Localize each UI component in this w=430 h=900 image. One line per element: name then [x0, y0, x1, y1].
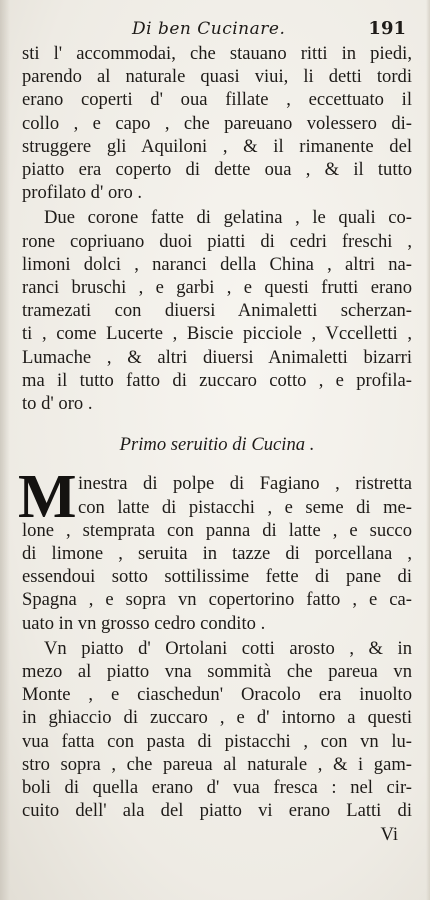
text-line: mezo al piatto vna sommità che pareua vn: [22, 661, 412, 683]
catchword: Vi: [380, 823, 398, 845]
text-line: ma il tutto fatto di zuccaro cotto , e profila-: [22, 369, 412, 391]
page-edge-shadow: [426, 0, 430, 900]
text-line: piatto era coperto di dette oua , & il tutto: [22, 159, 412, 181]
page-number: 191: [368, 18, 406, 39]
text-line: ti , come Lucerte , Biscie picciole , Vccelletti ,: [22, 323, 412, 345]
text-line: Spagna , e sopra vn copertorino fatto , e ca-: [22, 589, 412, 611]
text-line: limoni dolci , naranci della China , altri na-: [22, 253, 412, 275]
text-line: Lumache , & altri diuersi Animaletti bizarri: [22, 346, 412, 368]
text-line: vua fatta con pasta di pistacchi , con vn lu-: [22, 730, 412, 752]
text-line: ranci bruschi , e garbi , e questi frutti erano: [22, 277, 412, 299]
section-heading: Primo seruitio di Cucina .: [119, 434, 315, 456]
text-line: boli di quella erano d' vua fresca : nel cir-: [22, 777, 412, 799]
text-line: in ghiaccio di zuccaro , e d' intorno a questi: [22, 707, 412, 729]
page-spine-shadow: [0, 0, 10, 900]
text-line: tramezati con diuersi Animaletti scherzan-: [22, 300, 412, 322]
text-line: Vn piatto d' Ortolani cotti arosto , & in: [44, 637, 412, 659]
text-line: uato in vn grosso cedro condito .: [22, 612, 266, 634]
text-line: essendoui sotto sottilissime fette di pane di: [22, 566, 412, 588]
page-header: [132, 18, 406, 42]
text-line: cuito dell' ala del piatto vi erano Latti di: [22, 800, 412, 822]
text-line: inestra di polpe di Fagiano , ristretta: [78, 473, 412, 495]
paragraph-4: [22, 637, 412, 823]
text-line: struggere gli Aquiloni , & il rimanente del: [22, 135, 412, 157]
text-line: sti l' accommodai, che stauano ritti in piedi,: [22, 43, 412, 64]
paragraph-1: [22, 42, 412, 204]
text-line: rone copriuano duoi piatti di cedri freschi ,: [22, 230, 412, 252]
text-line: di limone , seruita in tazze di porcellana ,: [22, 543, 412, 565]
text-line: to d' oro .: [22, 393, 93, 415]
text-line: parendo al naturale quasi viui, li detti tordi: [22, 66, 412, 88]
running-title: Di ben Cucinare.: [132, 19, 286, 39]
text-line: Monte , e ciaschedun' Oracolo era inuolto: [22, 684, 412, 706]
paragraph-3: [18, 463, 412, 634]
text-line: Due corone fatte di gelatina , le quali co-: [44, 207, 412, 229]
drop-cap: M: [18, 463, 77, 532]
text-line: profilato d' oro .: [22, 182, 143, 204]
paragraph-2: [22, 206, 412, 415]
text-line: erano coperti d' oua fillate , eccettuato il: [22, 89, 412, 111]
text-line: stro sopra , che pareua al naturale , & i gam-: [22, 753, 412, 775]
body-text: [18, 42, 412, 846]
text-line: collo , e capo , che pareuano volessero di-: [22, 112, 412, 134]
text-line: lone , stemprata con panna di latte , e succo: [22, 519, 412, 541]
text-line: con latte di pistacchi , e seme di me-: [78, 496, 412, 518]
